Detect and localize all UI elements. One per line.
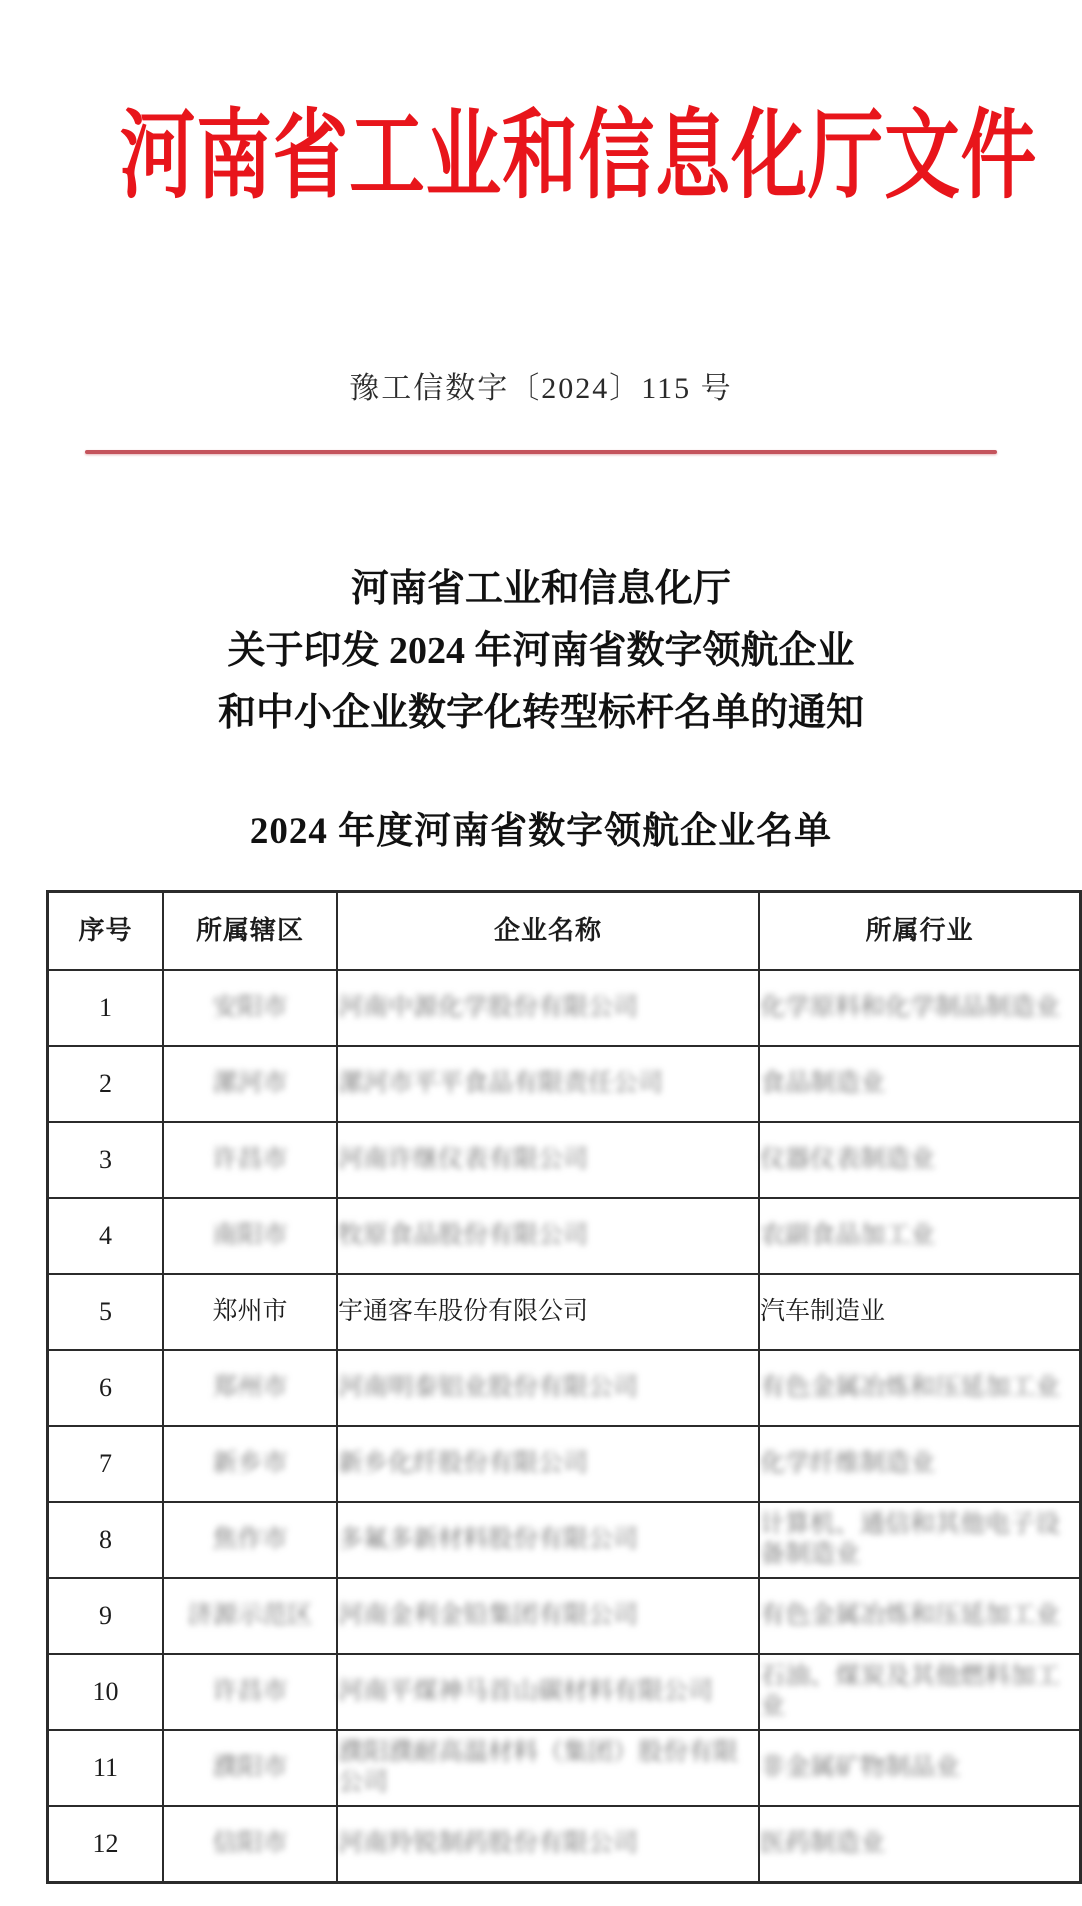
company-name-cell: 河南许继仪表有限公司 bbox=[337, 1122, 759, 1198]
col-header-district: 所属辖区 bbox=[163, 892, 337, 971]
table-body bbox=[48, 970, 1081, 1883]
company-name-cell: 河南平煤神马首山碳材料有限公司 bbox=[337, 1654, 759, 1730]
row-index-cell: 1 bbox=[48, 970, 164, 1046]
row-index-cell: 8 bbox=[48, 1502, 164, 1578]
district-cell: 南阳市 bbox=[163, 1198, 337, 1274]
notice-title-line-1: 河南省工业和信息化厅 bbox=[350, 568, 731, 610]
notice-title-line-2: 关于印发 2024 年河南省数字领航企业 bbox=[227, 630, 855, 672]
table-row bbox=[48, 1046, 1081, 1122]
district-cell: 许昌市 bbox=[163, 1654, 337, 1730]
company-name-cell: 漯河市平平食品有限责任公司 bbox=[337, 1046, 759, 1122]
table-row bbox=[48, 1350, 1081, 1426]
industry-cell: 食品制造业 bbox=[759, 1046, 1081, 1122]
district-cell: 漯河市 bbox=[163, 1046, 337, 1122]
table-row bbox=[48, 1198, 1081, 1274]
industry-cell: 农副食品加工业 bbox=[759, 1198, 1081, 1274]
company-roster-table bbox=[46, 890, 1082, 1884]
district-cell: 焦作市 bbox=[163, 1502, 337, 1578]
col-header-company: 企业名称 bbox=[337, 892, 759, 971]
table-row bbox=[48, 1274, 1081, 1350]
company-name-cell: 新乡化纤股份有限公司 bbox=[337, 1426, 759, 1502]
row-index-cell: 10 bbox=[48, 1654, 164, 1730]
industry-cell: 汽车制造业 bbox=[759, 1274, 1081, 1350]
company-name-cell: 多氟多新材料股份有限公司 bbox=[337, 1502, 759, 1578]
table-row bbox=[48, 1502, 1081, 1578]
notice-title bbox=[1, 558, 1081, 744]
company-name-cell: 濮阳濮耐高温材料（集团）股份有限公司 bbox=[337, 1730, 759, 1806]
row-index-cell: 3 bbox=[48, 1122, 164, 1198]
company-name-cell: 河南明泰铝业股份有限公司 bbox=[337, 1350, 759, 1426]
company-name-cell: 宇通客车股份有限公司 bbox=[337, 1274, 759, 1350]
row-index-cell: 4 bbox=[48, 1198, 164, 1274]
col-header-industry: 所属行业 bbox=[759, 892, 1081, 971]
table-caption: 2024 年度河南省数字领航企业名单 bbox=[249, 811, 833, 852]
row-index-cell: 9 bbox=[48, 1578, 164, 1654]
row-index-cell: 2 bbox=[48, 1046, 164, 1122]
district-cell: 郑州市 bbox=[163, 1350, 337, 1426]
table-row bbox=[48, 970, 1081, 1046]
district-cell: 信阳市 bbox=[163, 1806, 337, 1883]
table-row bbox=[48, 1578, 1081, 1654]
col-header-index: 序号 bbox=[48, 892, 164, 971]
notice-title-line-3: 和中小企业数字化转型标杆名单的通知 bbox=[217, 692, 864, 734]
table-row bbox=[48, 1730, 1081, 1806]
row-index-cell: 12 bbox=[48, 1806, 164, 1883]
table-header-row bbox=[48, 892, 1081, 971]
industry-cell: 石油、煤炭及其他燃料加工业 bbox=[759, 1654, 1081, 1730]
industry-cell: 化学纤维制造业 bbox=[759, 1426, 1081, 1502]
company-name-cell: 河南金利金铅集团有限公司 bbox=[337, 1578, 759, 1654]
industry-cell: 化学原料和化学制品制造业 bbox=[759, 970, 1081, 1046]
industry-cell: 医药制造业 bbox=[759, 1806, 1081, 1883]
row-index-cell: 7 bbox=[48, 1426, 164, 1502]
industry-cell: 计算机、通信和其他电子设备制造业 bbox=[759, 1502, 1081, 1578]
table-row bbox=[48, 1806, 1081, 1883]
table-row bbox=[48, 1426, 1081, 1502]
row-index-cell: 11 bbox=[48, 1730, 164, 1806]
industry-cell: 仪器仪表制造业 bbox=[759, 1122, 1081, 1198]
table-row bbox=[48, 1122, 1081, 1198]
district-cell: 安阳市 bbox=[163, 970, 337, 1046]
district-cell: 新乡市 bbox=[163, 1426, 337, 1502]
district-cell: 许昌市 bbox=[163, 1122, 337, 1198]
document-page bbox=[1, 98, 1081, 1906]
district-cell: 郑州市 bbox=[163, 1274, 337, 1350]
company-name-cell: 河南羚锐制药股份有限公司 bbox=[337, 1806, 759, 1883]
district-cell: 濮阳市 bbox=[163, 1730, 337, 1806]
industry-cell: 非金属矿物制品业 bbox=[759, 1730, 1081, 1806]
company-name-cell: 牧原食品股份有限公司 bbox=[337, 1198, 759, 1274]
row-index-cell: 6 bbox=[48, 1350, 164, 1426]
doc-number: 豫工信数字〔2024〕115 号 bbox=[349, 372, 733, 405]
company-name-cell: 河南中源化学股份有限公司 bbox=[337, 970, 759, 1046]
red-divider-line bbox=[85, 450, 997, 454]
district-cell: 济源示范区 bbox=[163, 1578, 337, 1654]
row-index-cell: 5 bbox=[48, 1274, 164, 1350]
industry-cell: 有色金属冶炼和压延加工业 bbox=[759, 1350, 1081, 1426]
industry-cell: 有色金属冶炼和压延加工业 bbox=[759, 1578, 1081, 1654]
table-row bbox=[48, 1654, 1081, 1730]
letterhead-title: 河南省工业和信息化厅文件 bbox=[119, 103, 1038, 210]
